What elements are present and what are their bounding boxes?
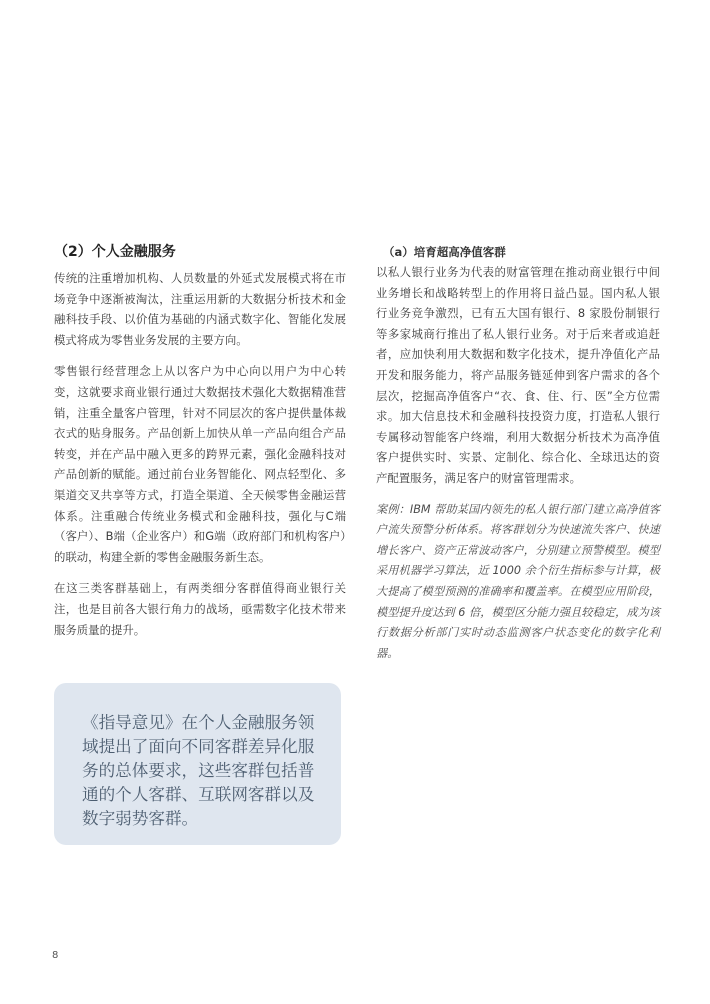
case-study-paragraph: 案例：IBM 帮助某国内领先的私人银行部门建立高净值客户流失预警分析体系。将客群划分为快速流失客户、快速增长客户、资产正常波动客户，分别建立预警模型。模型采用机器学习算法，近 1000 余个衍生指标参与计算，极大提高了模型预测的准确率和覆盖率。在模型应用阶段，模型提升度达到 6 倍，模型区分能力强且较稳定，成为该行数据分析部门实时动态监测客户状态变化的数字化利器。 bbox=[376, 502, 660, 660]
left-column bbox=[54, 242, 346, 651]
sub-heading: （a）培育超高净值客群 bbox=[383, 245, 506, 259]
body-paragraph-2: 零售银行经营理念上从以客户为中心向以用户为中心转变，这就要求商业银行通过大数据技术强化大数据精准营销，注重全量客户管理，针对不同层次的客户提供量体裁衣式的贴身服务。产品创新上加快从单一产品向组合产品转变，并在产品中融入更多的跨界元素，强化金融科技对产品创新的赋能。通过前台业务智能化、网点轻型化、多渠道交叉共享等方式，打造全渠道、全天候零售金融运营体系。注重融合传统业务模式和金融科技，强化与C端（客户）、B端（企业客户）和G端（政府部门和机构客户）的联动，构建全新的零售金融服务新生态。 bbox=[54, 364, 346, 564]
body-paragraph-3: 在这三类客群基础上，有两类细分客群值得商业银行关注，也是目前各大银行角力的战场，亟需数字化技术带来服务质量的提升。 bbox=[54, 581, 346, 637]
section-heading: （2）个人金融服务 bbox=[54, 244, 176, 260]
right-column bbox=[376, 242, 660, 664]
body-paragraph-right: 以私人银行业务为代表的财富管理在推动商业银行中间业务增长和战略转型上的作用将日益凸显。国内私人银行业务竞争激烈，已有五大国有银行、8 家股份制银行等多家城商行推出了私人银行业务。对于后来者或追赶者，应加快利用大数据和数字化技术，提升净值化产品开发和服务能力，将产品服务链延伸到客户需求的各个层次，挖掘高净值客户“衣、食、住、行、医”全方位需求。加大信息技术和金融科技投资力度，打造私人银行专属移动智能客户终端，利用大数据分析技术为高净值客户提供实时、实景、定制化、综合化、全球迅达的资产配置服务，满足客户的财富管理需求。 bbox=[376, 265, 660, 485]
body-paragraph-1: 传统的注重增加机构、人员数量的外延式发展模式将在市场竞争中逐渐被淘汰，注重运用新的大数据分析技术和金融科技手段、以价值为基础的内涵式数字化、智能化发展模式将成为零售业务发展的主要方向。 bbox=[54, 271, 346, 347]
callout-box bbox=[54, 683, 341, 845]
callout-text: 《指导意见》在个人金融服务领域提出了面向不同客群差异化服务的总体要求，这些客群包括普通的个人客群、互联网客群以及数字弱势客群。 bbox=[82, 713, 315, 828]
page-number: 8 bbox=[52, 950, 59, 961]
